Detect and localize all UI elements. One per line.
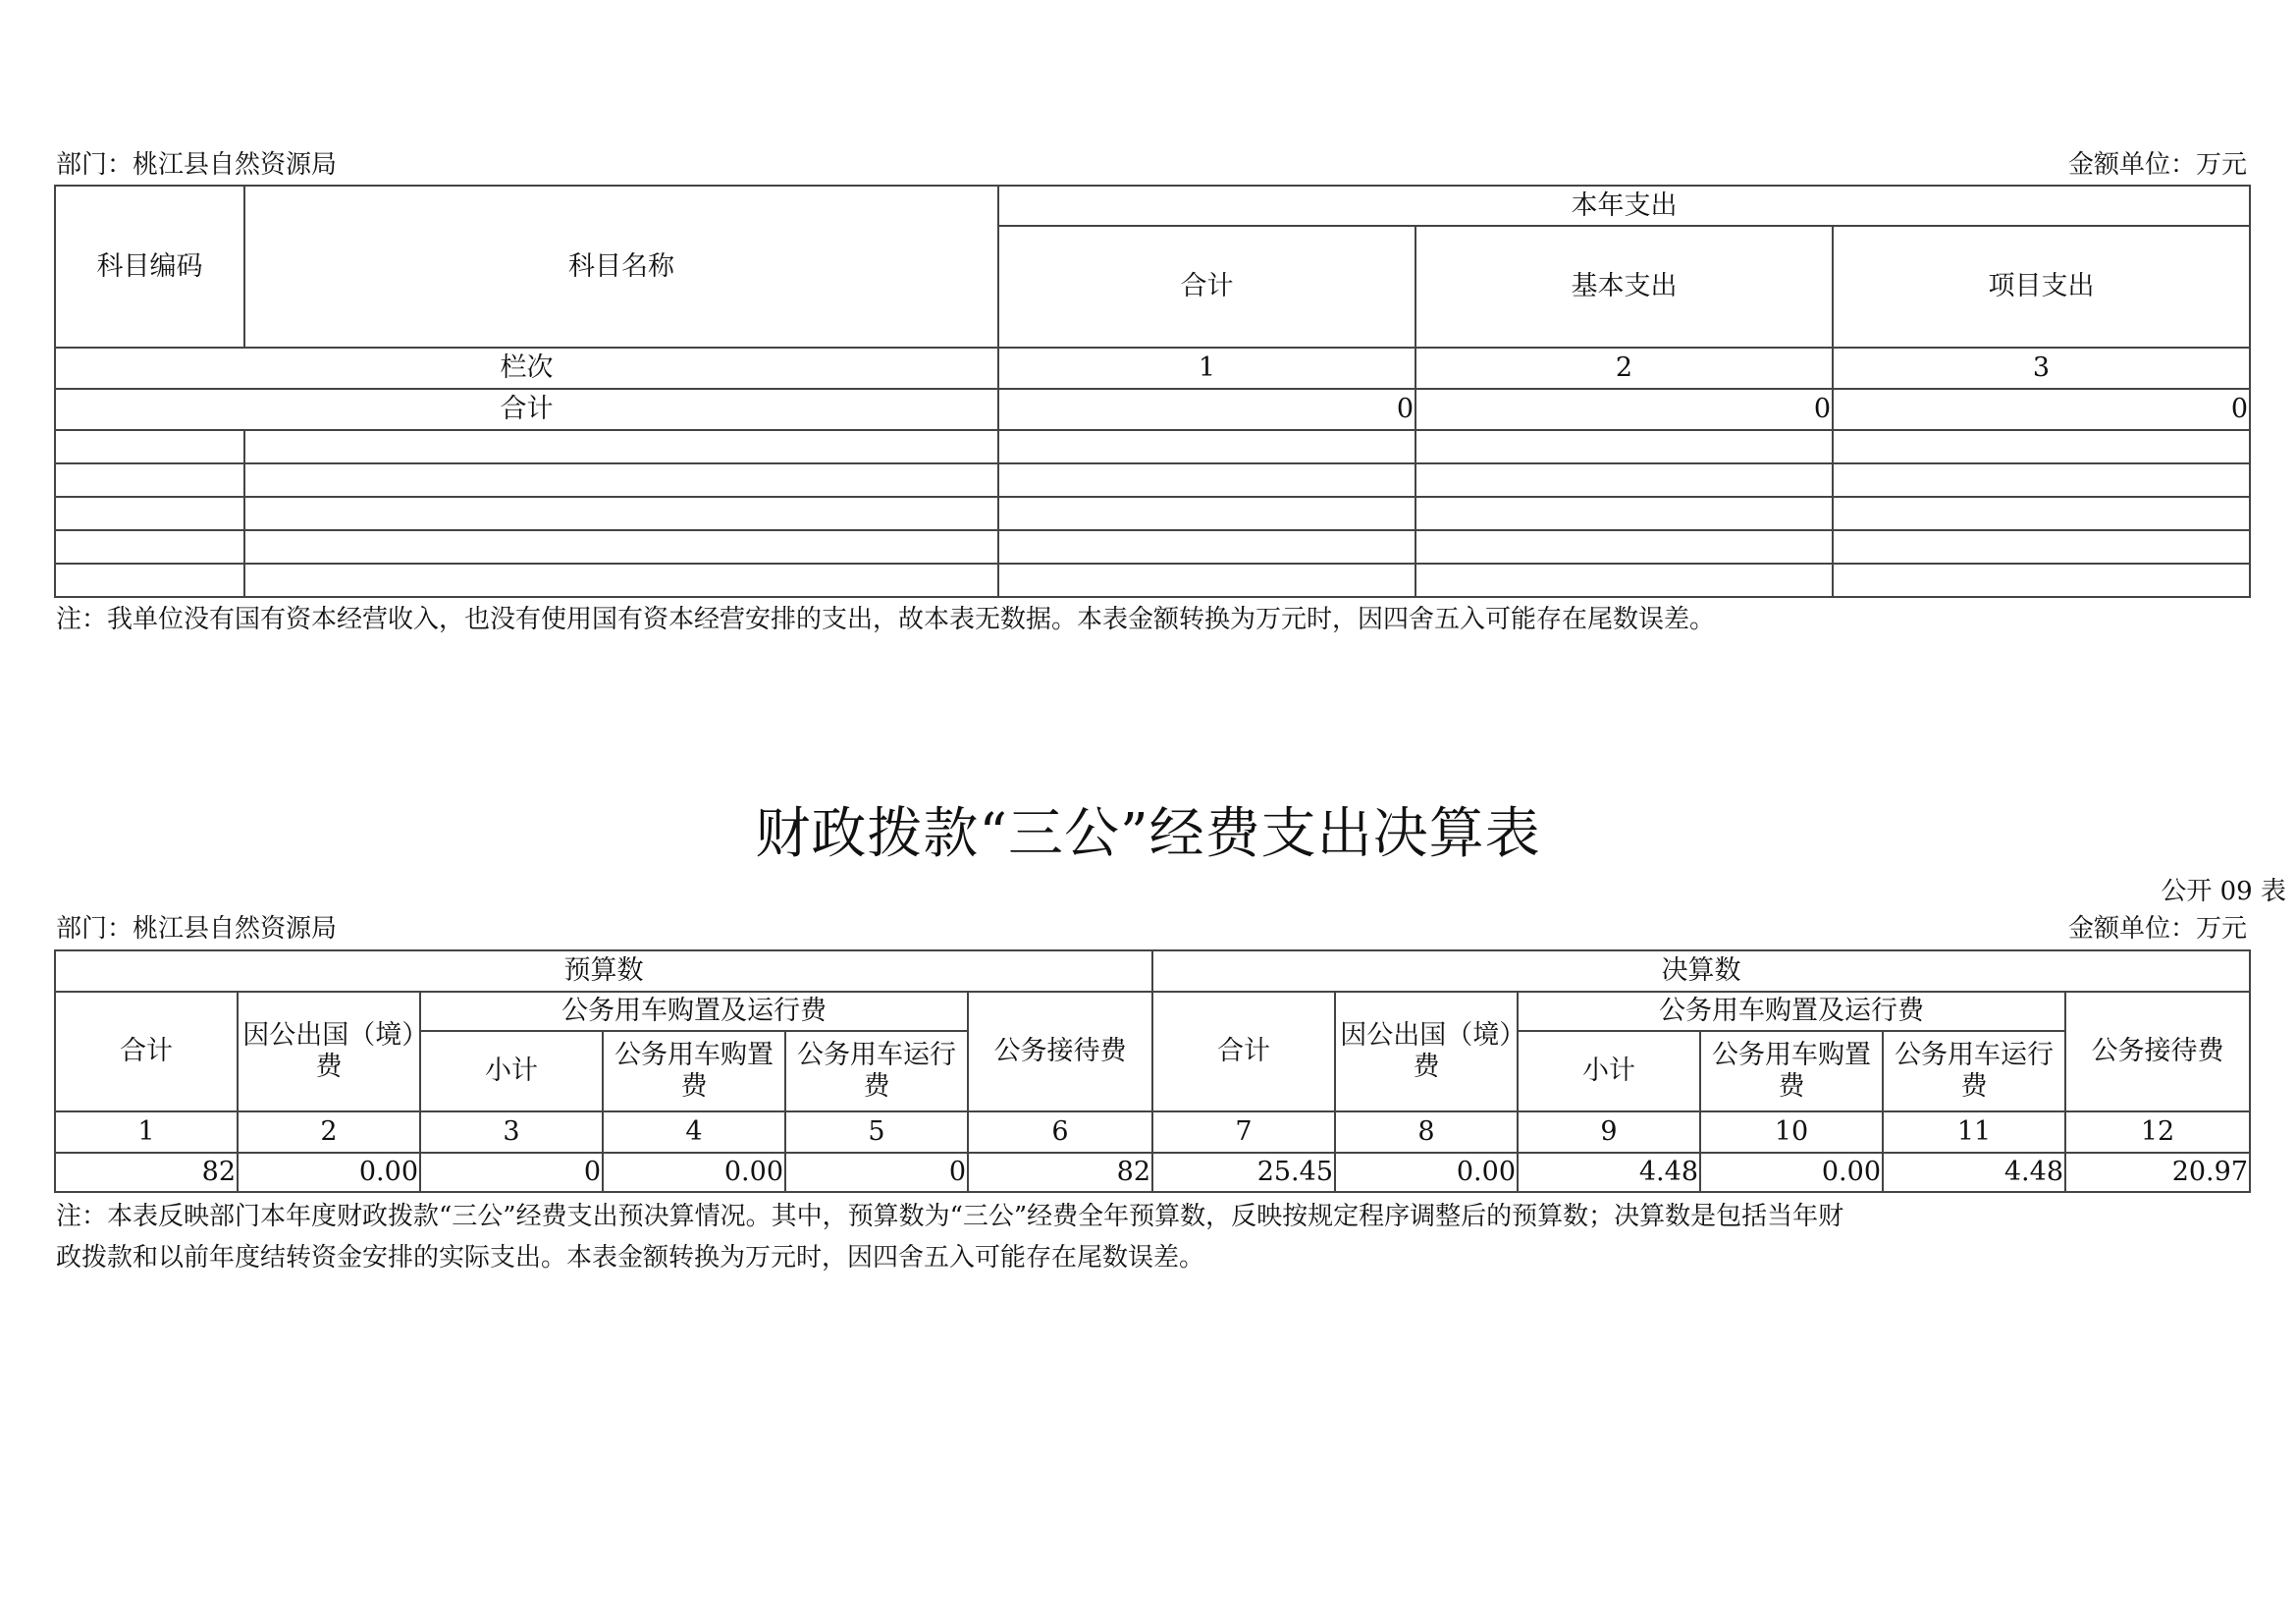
bottom-table-note-line1: 注：本表反映部门本年度财政拨款“三公”经费支出预决算情况。其中，预算数为“三公”经费全年预算数，反映按规定程序调整后的预算数；决算数是包括当年财 xyxy=(56,1202,1844,1231)
total-value-2: 0 xyxy=(1415,389,1833,430)
table-row xyxy=(55,564,2250,597)
final-vehicle-purchase-value: 0.00 xyxy=(1700,1153,1883,1192)
total-value-3: 0 xyxy=(1833,389,2250,430)
header-final-reception: 公务接待费 xyxy=(2065,992,2250,1111)
col-number: 10 xyxy=(1700,1111,1883,1153)
header-subject-code: 科目编码 xyxy=(55,186,244,348)
table-row xyxy=(55,430,2250,463)
table-row xyxy=(55,497,2250,530)
col-number: 4 xyxy=(603,1111,785,1153)
header-final-operation: 公务用车运行费 xyxy=(1883,1031,2065,1111)
col-number: 11 xyxy=(1883,1111,2065,1153)
final-total-value: 25.45 xyxy=(1152,1153,1335,1192)
table-row xyxy=(55,463,2250,497)
header-final: 决算数 xyxy=(1152,950,2250,992)
col-number: 9 xyxy=(1518,1111,1700,1153)
total-value-1: 0 xyxy=(998,389,1415,430)
header-final-abroad: 因公出国（境）费 xyxy=(1335,992,1518,1111)
budget-vehicle-subtotal-value: 0 xyxy=(420,1153,603,1192)
header-budget-operation: 公务用车运行费 xyxy=(785,1031,968,1111)
top-dept-label: 部门：桃江县自然资源局 xyxy=(56,150,338,180)
header-budget-total: 合计 xyxy=(55,992,238,1111)
table-number-label: 公开 09 表 xyxy=(2161,877,2286,906)
header-budget-reception: 公务接待费 xyxy=(968,992,1152,1111)
top-unit-label: 金额单位：万元 xyxy=(2067,150,2247,180)
col-number: 12 xyxy=(2065,1111,2250,1153)
header-total: 合计 xyxy=(998,226,1415,348)
col-number: 6 xyxy=(968,1111,1152,1153)
col-number: 8 xyxy=(1335,1111,1518,1153)
header-basic-expense: 基本支出 xyxy=(1415,226,1833,348)
col-number: 3 xyxy=(420,1111,603,1153)
budget-total-value: 82 xyxy=(55,1153,238,1192)
state-capital-expense-table xyxy=(54,185,2251,598)
header-budget-vehicle: 公务用车购置及运行费 xyxy=(420,992,968,1031)
column-number-3: 3 xyxy=(1833,348,2250,389)
header-final-total: 合计 xyxy=(1152,992,1335,1111)
header-final-purchase: 公务用车购置费 xyxy=(1700,1031,1883,1111)
table-row xyxy=(55,530,2250,564)
header-project-expense: 项目支出 xyxy=(1833,226,2250,348)
header-final-subtotal: 小计 xyxy=(1518,1031,1700,1111)
final-abroad-value: 0.00 xyxy=(1335,1153,1518,1192)
column-number-2: 2 xyxy=(1415,348,1833,389)
column-number-row xyxy=(55,348,2250,389)
budget-vehicle-operation-value: 0 xyxy=(785,1153,968,1192)
header-year-expense: 本年支出 xyxy=(998,186,2250,226)
total-row xyxy=(55,389,2250,430)
column-number-row xyxy=(55,1111,2250,1153)
final-vehicle-subtotal-value: 4.48 xyxy=(1518,1153,1700,1192)
column-number-label: 栏次 xyxy=(55,348,998,389)
column-number-1: 1 xyxy=(998,348,1415,389)
header-budget-abroad: 因公出国（境）费 xyxy=(238,992,420,1111)
header-budget-subtotal: 小计 xyxy=(420,1031,603,1111)
budget-vehicle-purchase-value: 0.00 xyxy=(603,1153,785,1192)
three-public-expense-table xyxy=(54,949,2251,1193)
value-row xyxy=(55,1153,2250,1192)
col-number: 1 xyxy=(55,1111,238,1153)
budget-abroad-value: 0.00 xyxy=(238,1153,420,1192)
budget-reception-value: 82 xyxy=(968,1153,1152,1192)
bottom-unit-label: 金额单位：万元 xyxy=(2067,914,2247,944)
final-vehicle-operation-value: 4.48 xyxy=(1883,1153,2065,1192)
header-subject-name: 科目名称 xyxy=(244,186,998,348)
final-reception-value: 20.97 xyxy=(2065,1153,2250,1192)
top-table-note: 注：我单位没有国有资本经营收入，也没有使用国有资本经营安排的支出，故本表无数据。本表金额转换为万元时，因四舍五入可能存在尾数误差。 xyxy=(56,605,1716,634)
col-number: 7 xyxy=(1152,1111,1335,1153)
col-number: 2 xyxy=(238,1111,420,1153)
col-number: 5 xyxy=(785,1111,968,1153)
bottom-table-note-line2: 政拨款和以前年度结转资金安排的实际支出。本表金额转换为万元时，因四舍五入可能存在尾数误差。 xyxy=(56,1243,1205,1272)
header-budget: 预算数 xyxy=(55,950,1152,992)
total-row-label: 合计 xyxy=(55,389,998,430)
header-final-vehicle: 公务用车购置及运行费 xyxy=(1518,992,2065,1031)
page-title: 财政拨款“三公”经费支出决算表 xyxy=(755,802,1541,866)
bottom-dept-label: 部门：桃江县自然资源局 xyxy=(56,914,338,944)
header-budget-purchase: 公务用车购置费 xyxy=(603,1031,785,1111)
